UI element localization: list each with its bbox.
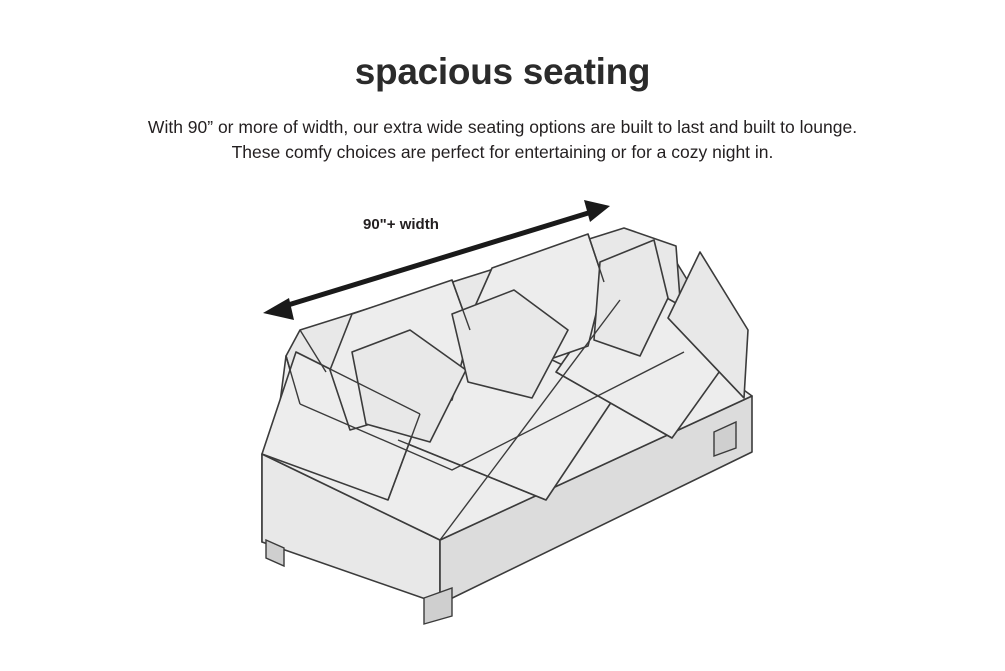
description-line-2: These comfy choices are perfect for entertaining or for a cozy night in. [231, 142, 774, 163]
dimension-label: 90"+ width [363, 216, 439, 233]
page-title: spacious seating [354, 51, 651, 92]
sofa-line-illustration [262, 228, 752, 624]
description-line-1: With 90” or more of width, our extra wide seating options are built to last and built to lounge. [147, 117, 858, 137]
